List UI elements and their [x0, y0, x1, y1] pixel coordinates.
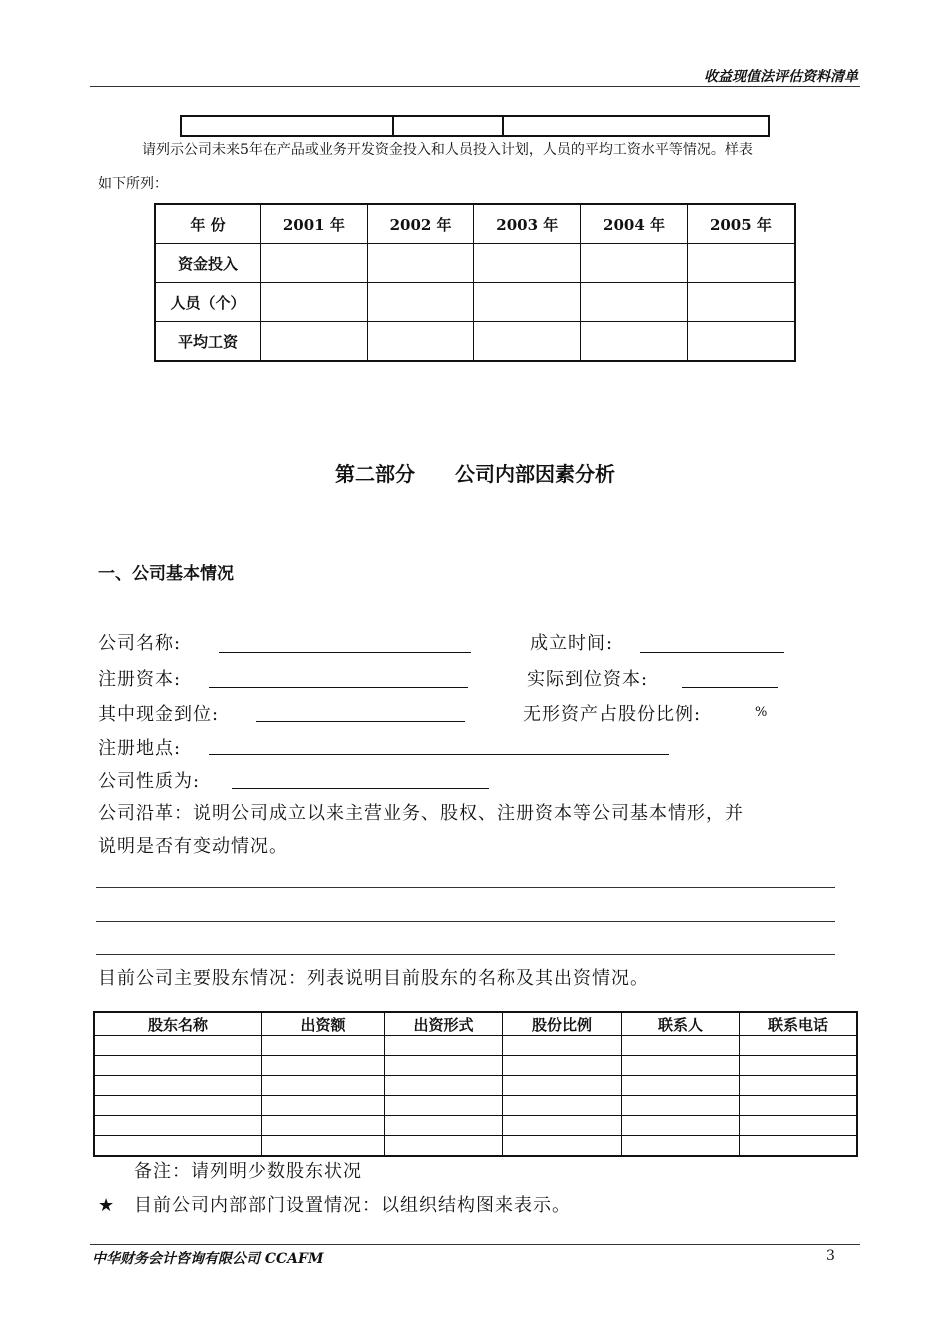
org-structure-text: 目前公司内部部门设置情况：以组织结构图来表示。 [134, 1195, 571, 1216]
company-name-input[interactable] [219, 632, 471, 653]
address-field [98, 734, 181, 760]
history-line-2: 说明是否有变动情况。 [98, 836, 288, 857]
data-cell[interactable] [262, 1116, 385, 1136]
header-rule [90, 86, 860, 87]
data-cell[interactable] [262, 1096, 385, 1116]
data-cell[interactable] [474, 322, 581, 362]
data-cell[interactable] [385, 1076, 503, 1096]
data-cell[interactable] [367, 283, 474, 322]
data-cell[interactable] [503, 1076, 622, 1096]
data-cell[interactable] [474, 283, 581, 322]
table-row [155, 283, 795, 322]
page-header-title: 收益现值法评估资料清单 [704, 69, 858, 85]
paid-capital-input[interactable] [682, 667, 778, 688]
data-cell[interactable] [622, 1116, 740, 1136]
data-cell[interactable] [94, 1116, 262, 1136]
table-row [155, 244, 795, 283]
row-label: 资金投入 [155, 244, 261, 283]
data-cell[interactable] [94, 1036, 262, 1056]
intangible-ratio-label: 无形资产占股份比例: [523, 704, 702, 725]
data-cell[interactable] [581, 283, 688, 322]
registered-capital-input[interactable] [209, 667, 468, 688]
star-icon: ★ [98, 1195, 116, 1216]
paid-capital-field [527, 665, 648, 691]
row-label: 人员（个） [155, 283, 261, 322]
writing-line[interactable] [96, 921, 835, 922]
shareholders-intro: 目前公司主要股东情况：列表说明目前股东的名称及其出资情况。 [98, 968, 649, 989]
header-cell: 2001 年 [261, 204, 368, 244]
data-cell[interactable] [385, 1056, 503, 1076]
data-cell[interactable] [262, 1056, 385, 1076]
header-cell: 出资额 [262, 1012, 385, 1036]
header-cell: 联系人 [622, 1012, 740, 1036]
data-cell[interactable] [385, 1036, 503, 1056]
writing-line[interactable] [96, 954, 835, 955]
data-cell[interactable] [262, 1036, 385, 1056]
data-cell[interactable] [622, 1096, 740, 1116]
cash-paid-input[interactable] [256, 701, 465, 722]
data-cell[interactable] [262, 1076, 385, 1096]
registered-capital-label: 注册资本: [98, 669, 182, 690]
header-cell: 2005 年 [687, 204, 795, 244]
cash-paid-field [98, 700, 219, 726]
data-cell[interactable] [261, 322, 368, 362]
data-cell[interactable] [385, 1096, 503, 1116]
company-name-field [98, 629, 181, 655]
data-cell[interactable] [385, 1116, 503, 1136]
data-cell[interactable] [622, 1136, 740, 1157]
data-cell[interactable] [581, 322, 688, 362]
section-title: 第二部分 公司内部因素分析 [335, 462, 615, 486]
data-cell[interactable] [622, 1036, 740, 1056]
data-cell[interactable] [94, 1136, 262, 1157]
data-cell[interactable] [367, 322, 474, 362]
table-header-row [94, 1012, 857, 1036]
intangible-ratio-field [523, 700, 701, 726]
percent-sign: % [755, 705, 768, 720]
footer-company: 中华财务会计咨询有限公司 CCAFM [92, 1251, 324, 1267]
data-cell[interactable] [262, 1136, 385, 1157]
cash-paid-label: 其中现金到位: [98, 704, 220, 725]
nature-label: 公司性质为: [98, 771, 201, 792]
header-cell: 2003 年 [474, 204, 581, 244]
nature-input[interactable] [232, 768, 489, 789]
data-cell[interactable] [94, 1076, 262, 1096]
shareholder-table [93, 1011, 858, 1157]
address-label: 注册地点: [98, 738, 182, 759]
address-input[interactable] [209, 734, 669, 755]
data-cell[interactable] [503, 1036, 622, 1056]
table-row [94, 1076, 857, 1096]
paid-capital-label: 实际到位资本: [527, 669, 649, 690]
page-number: 3 [826, 1248, 835, 1264]
data-cell[interactable] [385, 1136, 503, 1157]
data-cell[interactable] [740, 1056, 858, 1076]
data-cell[interactable] [622, 1076, 740, 1096]
remark-text: 备注：请列明少数股东状况 [134, 1161, 362, 1182]
header-cell: 股东名称 [94, 1012, 262, 1036]
data-cell[interactable] [622, 1056, 740, 1076]
intro-line-1: 请列示公司未来5年在产品或业务开发资金投入和人员投入计划，人员的平均工资水平等情况。样表 [142, 142, 753, 158]
data-cell[interactable] [503, 1136, 622, 1157]
registered-capital-field [98, 665, 181, 691]
nature-field [98, 767, 200, 793]
data-cell[interactable] [740, 1116, 858, 1136]
data-cell[interactable] [503, 1096, 622, 1116]
intro-line-2: 如下所列： [98, 176, 168, 192]
header-cell: 出资形式 [385, 1012, 503, 1036]
header-cell: 2004 年 [581, 204, 688, 244]
investment-plan-table [154, 203, 796, 362]
data-cell[interactable] [740, 1096, 858, 1116]
data-cell[interactable] [687, 322, 795, 362]
data-cell[interactable] [687, 283, 795, 322]
table-header-row [155, 204, 795, 244]
data-cell[interactable] [503, 1116, 622, 1136]
company-name-label: 公司名称: [98, 633, 182, 654]
data-cell[interactable] [740, 1136, 858, 1157]
header-cell: 股份比例 [503, 1012, 622, 1036]
table-row [94, 1036, 857, 1056]
writing-line[interactable] [96, 887, 835, 888]
history-line-1: 公司沿革：说明公司成立以来主营业务、股权、注册资本等公司基本情形，并 [98, 803, 744, 824]
founded-field [530, 629, 613, 655]
header-cell: 2002 年 [367, 204, 474, 244]
data-cell[interactable] [581, 244, 688, 283]
data-cell[interactable] [261, 283, 368, 322]
data-cell[interactable] [687, 244, 795, 283]
data-cell[interactable] [503, 1056, 622, 1076]
table-row [94, 1136, 857, 1157]
data-cell[interactable] [740, 1036, 858, 1056]
header-cell: 联系电话 [740, 1012, 858, 1036]
row-label: 平均工资 [155, 322, 261, 362]
founded-label: 成立时间: [530, 633, 614, 654]
footer-rule [90, 1244, 860, 1245]
table-row [94, 1096, 857, 1116]
data-cell[interactable] [94, 1056, 262, 1076]
table-row [155, 322, 795, 362]
table-row [94, 1056, 857, 1076]
founded-input[interactable] [640, 632, 784, 653]
table-row [94, 1116, 857, 1136]
data-cell[interactable] [261, 244, 368, 283]
data-cell[interactable] [474, 244, 581, 283]
data-cell[interactable] [740, 1076, 858, 1096]
header-cell-year: 年 份 [155, 204, 261, 244]
basic-info-heading: 一、公司基本情况 [98, 564, 234, 584]
data-cell[interactable] [94, 1096, 262, 1116]
data-cell[interactable] [367, 244, 474, 283]
